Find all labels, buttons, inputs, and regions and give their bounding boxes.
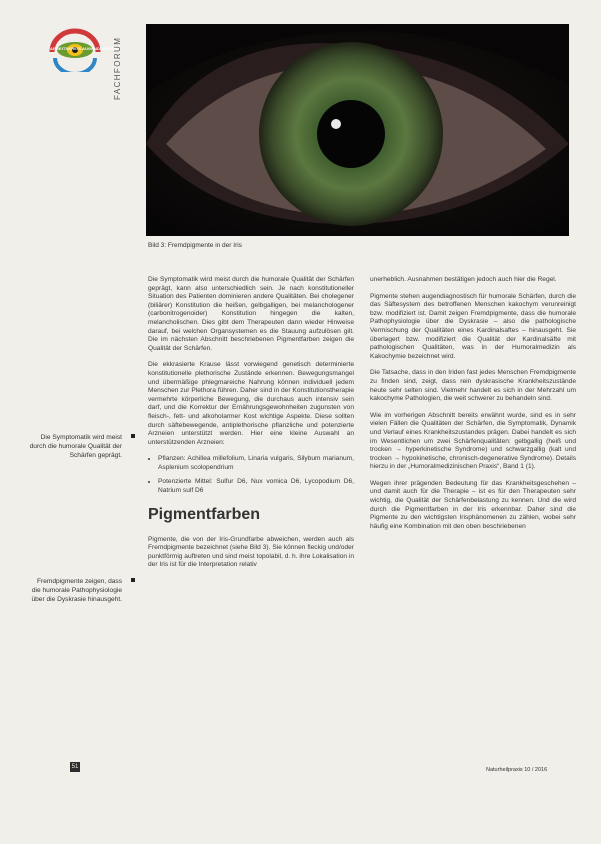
paragraph: Wie im vorherigen Abschnitt bereits erwähnt wurde, sind es in sehr vielen Fällen die Qualitäten der Schärfen, die Symptomatik, Dynamik und Verlauf eines Krankheitszustandes prägen. Dabei handelt es sich im Wesentlichen um zwei Schärfenqualitäten: gelbgallig (heiß und trocken → hyperkinetische Syndrome) und schwarzgallig (kalt und trocken → hypokinetische, chronisch-degenerative Syndrome). Details hierzu in der „Humoralmedizinischen Praxis“, Band 1 (1). [370, 411, 576, 471]
text-column-left [148, 276, 354, 578]
margin-marker [131, 578, 135, 582]
remedy-list [148, 455, 354, 495]
section-label: FACHFORUM [113, 36, 122, 100]
list-item: • Potenzierte Mittel: Sulfur D6, Nux vomica D6, Lycopodium D6, Natrium sulf D6 [158, 478, 354, 495]
paragraph: Die ekkrasierte Krause lässt vorwiegend genetisch determinierte konstitutionelle plethorische Zustände erkennen. Bewegungsmangel und übermäßige phlegmareiche Nahrung können individuell jedem Menschen zur Plethora führen. Daher sind in der Konstitutionstherapie vermehrte körperliche Bewegung, die durchaus auch intensiv sein darf, und die Korrektur der Ernährungsgewohnheiten zugunsten von fleisch-, fett- und alkoholarmer Kost wichtige Aspekte. Diese sollten durch säftebewegende, antiplethorische pflanzliche und potenzierte Arzneien unterstützt werden. Hier eine kleine Auswahl an unterstützenden Arzneien: [148, 361, 354, 446]
margin-note: Die Symptomatik wird meist durch die humorale Qualität der Schärfen geprägt. [29, 434, 122, 459]
paragraph: Pigmente stehen augendiagnostisch für humorale Schärfen, durch die das Säftesystem des betroffenen Menschen kakochym verunreinigt bzw. modifiziert ist. Damit zeigen Fremdpigmente, dass die humorale Pathophysiologie über die Dyskrasie – also die pathologische Vermischung der Qualitäten eines Kardinalsaftes – hinausgeht. Sie überlagert bzw. modifiziert die Qualität der Kardinalsäfte mit pathologischen Qualitäten, was in der Humoralmedizin als Kakochymie bezeichnet wird. [370, 292, 576, 360]
logo-wordmark: ARBEITSKREIS AUGENDIAGNOSE [50, 46, 120, 51]
iris-photo [146, 24, 569, 236]
text-column-right [370, 276, 576, 539]
figure-caption: Bild 3: Fremdpigmente in der Iris [148, 242, 242, 249]
margin-marker [131, 434, 135, 438]
light-reflection [331, 119, 341, 129]
list-item: • Pflanzen: Achillea millefolium, Linaria vulgaris, Silybum marianum, Asplenium scolopendrium [158, 455, 354, 472]
paragraph: Pigmente, die von der Iris-Grundfarbe abweichen, werden auch als Fremdpigmente bezeichnet (siehe Bild 3). Sie können fleckig und/oder punktförmig auftreten und sind meist topolabil, d. h. ihre Lokalisation in der Iris ist für die Interpretation relativ [148, 535, 354, 569]
margin-note: Fremdpigmente zeigen, dass die humorale Pathophysiologie über die Dyskrasie hinausgeht. [31, 578, 122, 603]
paragraph: Wegen ihrer prägenden Bedeutung für das Krankheitsgeschehen – und damit auch für die Therapie – ist es für den Therapeuten sehr wichtig, die Qualität der Schärfenbelastung zu kennen. Und die wird durch die Pigmentfarben in der Iris erkennbar. Daher sind die Pigmente zu den wichtigsten Irisphänomenen zu zählen, wobei sehr häufig eine Kombination mit den oben beschriebenen [370, 479, 576, 530]
paragraph: unerheblich. Ausnahmen bestätigen jedoch auch hier die Regel. [370, 276, 557, 283]
paragraph: Die Symptomatik wird meist durch die humorale Qualität der Schärfen geprägt, kann also unterschiedlich sein. Je nach konstitutioneller Situation des Patienten dominieren andere Qualitäten. Bei cholegener (biliärer) Konstitution die heißen, gelbgalligen, bei melanchologener (carbonitrogenoider) Konstitution hingegen die kalten, melancholischen. Dies gibt dem Therapeuten dann wieder Hinweise darauf, bei welchen Organsystemen es die Stauung aufzulösen gilt. Die im nächsten Abschnitt beschriebenen Pigmentfarben zeigen die Qualität der Schärfen. [148, 276, 354, 352]
journal-issue: Naturheilpraxis 10 / 2016 [486, 767, 548, 773]
page-number: 51 [71, 764, 79, 770]
section-heading: Pigmentfarben [148, 505, 261, 523]
paragraph: Die Tatsache, dass in den Iriden fast jedes Menschen Fremdpigmente zu finden sind, zeigt, dass rein dyskrasische Krankheitszustände heute sehr selten sind. Vielmehr handelt es sich in der Mehrzahl um kakochyme Pathologien, die weit schwerer zu behandeln sind. [370, 369, 576, 403]
